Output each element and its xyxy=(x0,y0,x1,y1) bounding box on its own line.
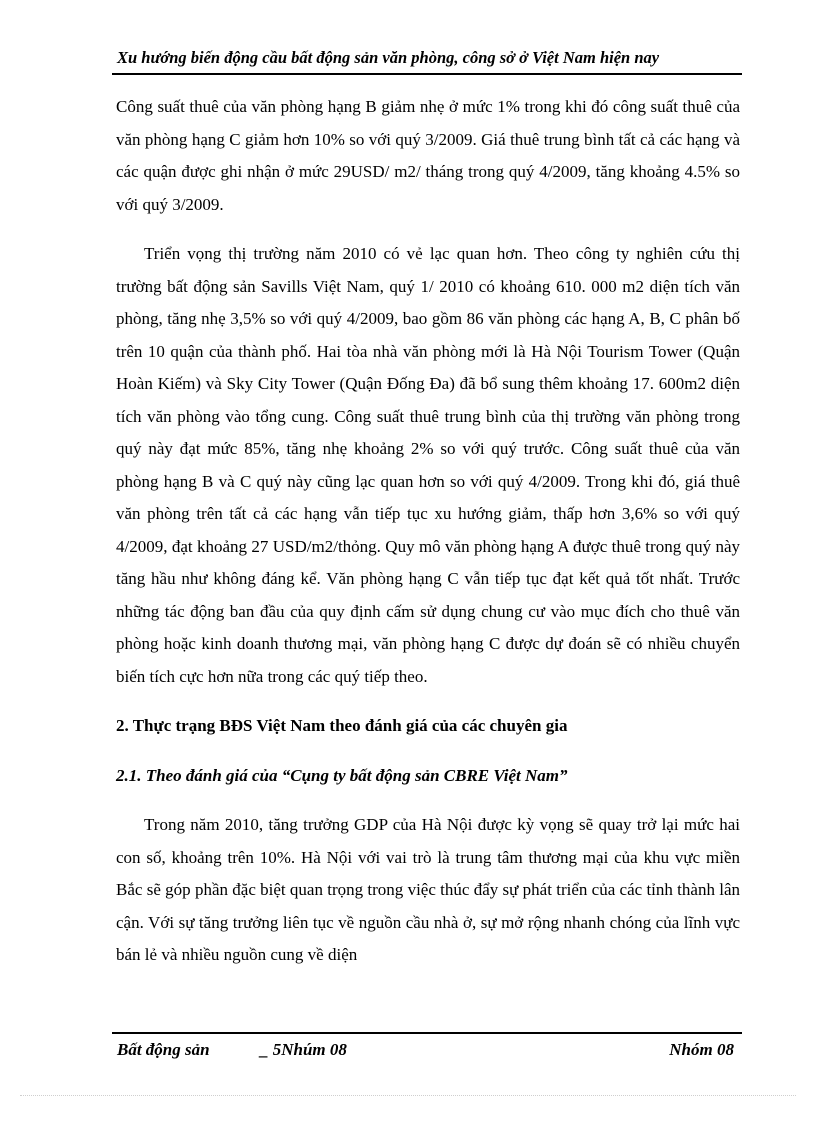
paragraph-occupancy-q4: Công suất thuê của văn phòng hạng B giảm nhẹ ở mức 1% trong khi đó công suất thuê của văn phòng hạng C giảm hơn 10% so với quý 3/2009. Giá thuê trung bình tất cả các hạng và các quận được ghi nhận ở mức 29USD/ m2/ tháng trong quý 4/2009, tăng khoảng 4.5% so với quý 3/2009. xyxy=(116,97,740,214)
subsection-heading: 2.1. Theo đánh giá của “Cụng ty bất động sản CBRE Việt Nam” xyxy=(116,765,568,785)
page-edge-divider xyxy=(20,1095,796,1096)
paragraph-gdp-growth: Trong năm 2010, tăng trưởng GDP của Hà Nội được kỳ vọng sẽ quay trở lại mức hai con số, khoảng trên 10%. Hà Nội với vai trò là trung tâm thương mại của khu vực miền Bắc sẽ góp phần đặc biệt quan trọng trong việc thúc đẩy sự phát triển của các tỉnh thành lân cận. Với sự tăng trưởng liên tục về nguồn cầu nhà ở, sự mở rộng nhanh chóng của lĩnh vực bán lẻ và nhiều nguồn cung về diện xyxy=(116,815,740,964)
section-heading: 2. Thực trạng BĐS Việt Nam theo đánh giá của các chuyên gia xyxy=(116,716,568,735)
header-divider xyxy=(112,73,742,75)
footer-page-number: _ 5Nhúm 08 xyxy=(260,1040,347,1059)
footer-left: Bất động sản xyxy=(117,1040,210,1059)
footer-right: Nhóm 08 xyxy=(669,1040,734,1059)
running-header-title: Xu hướng biến động cầu bất động sản văn phòng, công sở ở Việt Nam hiện nay xyxy=(117,48,660,67)
paragraph-outlook-2010: Triển vọng thị trường năm 2010 có vẻ lạc quan hơn. Theo công ty nghiên cứu thị trường bất động sản Savills Việt Nam, quý 1/ 2010 có khoảng 610. 000 m2 diện tích văn phòng, tăng nhẹ 3,5% so với quý 4/2009, bao gồm 86 văn phòng các hạng A, B, C phân bố trên 10 quận của thành phố. Hai tòa nhà văn phòng mới là Hà Nội Tourism Tower (Quận Hoàn Kiếm) và Sky City Tower (Quận Đống Đa) đã bổ sung thêm khoảng 17. 600m2 diện tích văn phòng vào tổng cung. Công suất thuê trung bình của thị trường văn phòng trong quý này đạt mức 85%, tăng nhẹ khoảng 2% so với quý trước. Công suất thuê của văn phòng hạng B và C quý này cũng lạc quan hơn so với quý 4/2009. Trong khi đó, giá thuê văn phòng trên tất cả các hạng vẫn tiếp tục xu hướng giảm, thấp hơn 3,6% so với quý 4/2009, đạt khoảng 27 USD/m2/thỏng. Quy mô văn phòng hạng A được thuê trong quý này tăng hầu như không đáng kể. Văn phòng hạng C vẫn tiếp tục đạt kết quả tốt nhất. Trước những tác động ban đầu của quy định cấm sử dụng chung cư vào mục đích cho thuê văn phòng hoặc kinh doanh thương mại, văn phòng hạng C được dự đoán sẽ có nhiều chuyển biến tích cực hơn nữa trong các quý tiếp theo. xyxy=(116,244,740,686)
footer-divider xyxy=(112,1032,742,1034)
document-body xyxy=(116,91,740,972)
